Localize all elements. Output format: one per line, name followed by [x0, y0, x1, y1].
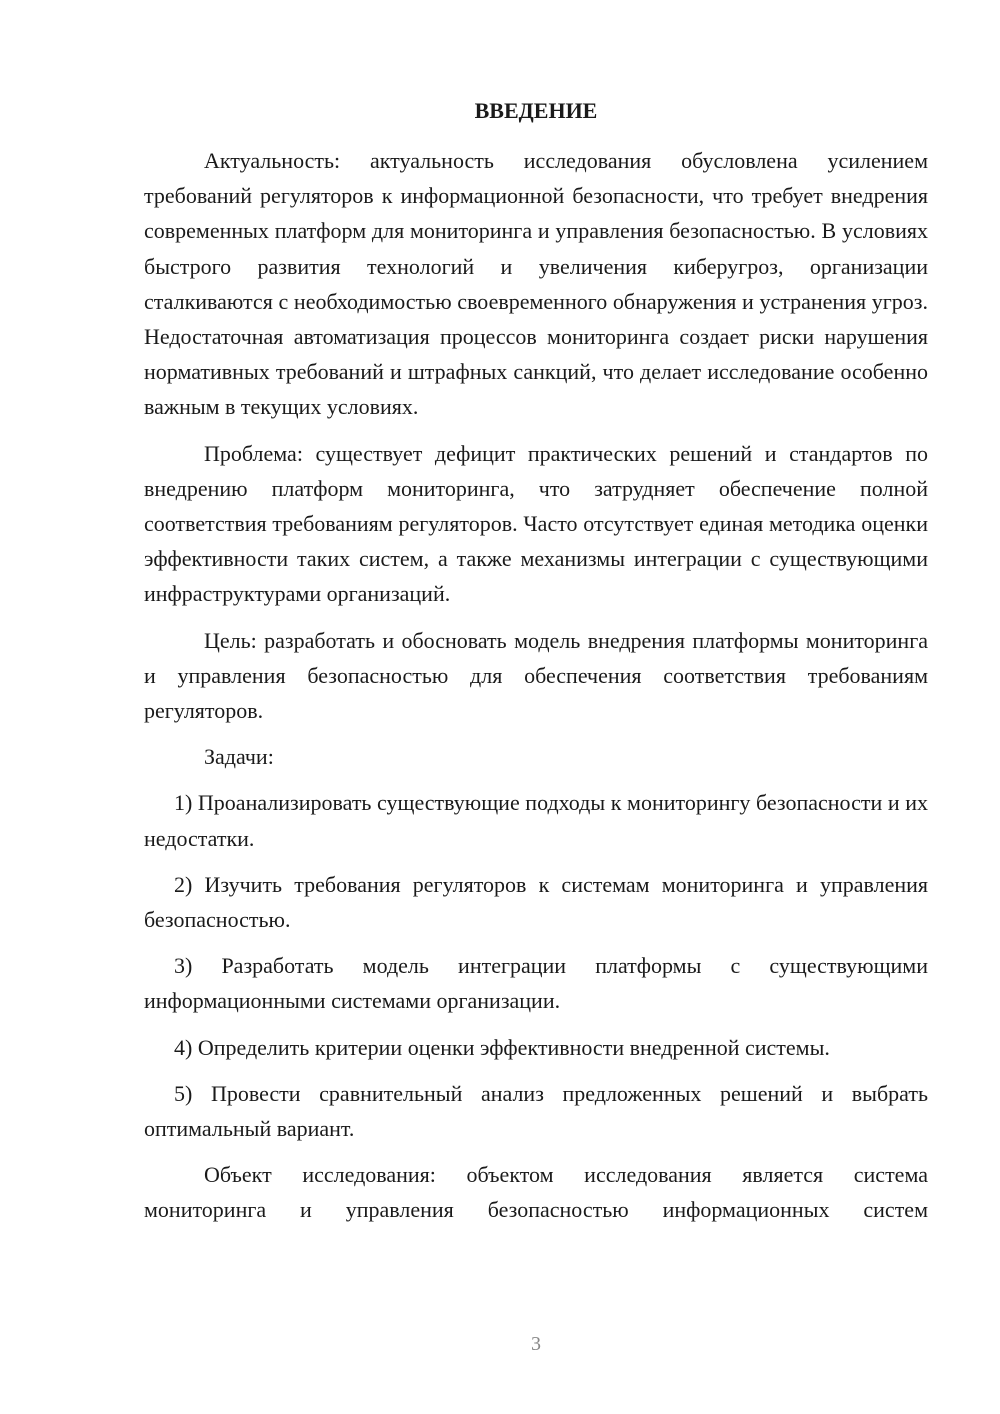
task-item-2: 2) Изучить требования регуляторов к системам мониторинга и управления безопасностью.: [144, 871, 928, 933]
paragraph-problem: Проблема: существует дефицит практических решений и стандартов по внедрению платформ мониторинга, что затрудняет обеспечение полной соответствия требованиям регуляторов. Часто отсутствует единая методика оценки эффективности таких систем, а также механизмы интеграции с существующими инфраструктурами организаций.: [144, 440, 928, 607]
document-body: [144, 143, 928, 1239]
page-number: 3: [531, 1333, 541, 1355]
tasks-label: Задачи:: [204, 744, 274, 770]
paragraph-relevance: Актуальность: актуальность исследования обусловлена усилением требований регуляторов к информационной безопасности, что требует внедрения современных платформ для мониторинга и управления безопасностью. В условиях быстрого развития технологий и увеличения киберугроз, организации сталкиваются с необходимостью своевременного обнаружения и устранения угроз. Недостаточная автоматизация процессов мониторинга создает риски нарушения нормативных требований и штрафных санкций, что делает исследование особенно важным в текущих условиях.: [144, 148, 928, 420]
task-item-3: 3) Разработать модель интеграции платформы с существующими информационными системами организации.: [144, 953, 928, 1014]
task-item-5: 5) Провести сравнительный анализ предложенных решений и выбрать оптимальный вариант.: [144, 1080, 928, 1142]
paragraph-goal: Цель: разработать и обосновать модель внедрения платформы мониторинга и управления безопасностью для обеспечения соответствия требованиям регуляторов.: [144, 627, 928, 724]
task-item-1: 1) Проанализировать существующие подходы к мониторингу безопасности и их недостатки.: [144, 790, 928, 851]
page-title: ВВЕДЕНИЕ: [474, 98, 598, 123]
task-item-4: 4) Определить критерии оценки эффективности внедренной системы.: [174, 1034, 830, 1060]
paragraph-object: Объект исследования: объектом исследования является система мониторинга и управления безопасностью информационных систем: [144, 1162, 928, 1223]
